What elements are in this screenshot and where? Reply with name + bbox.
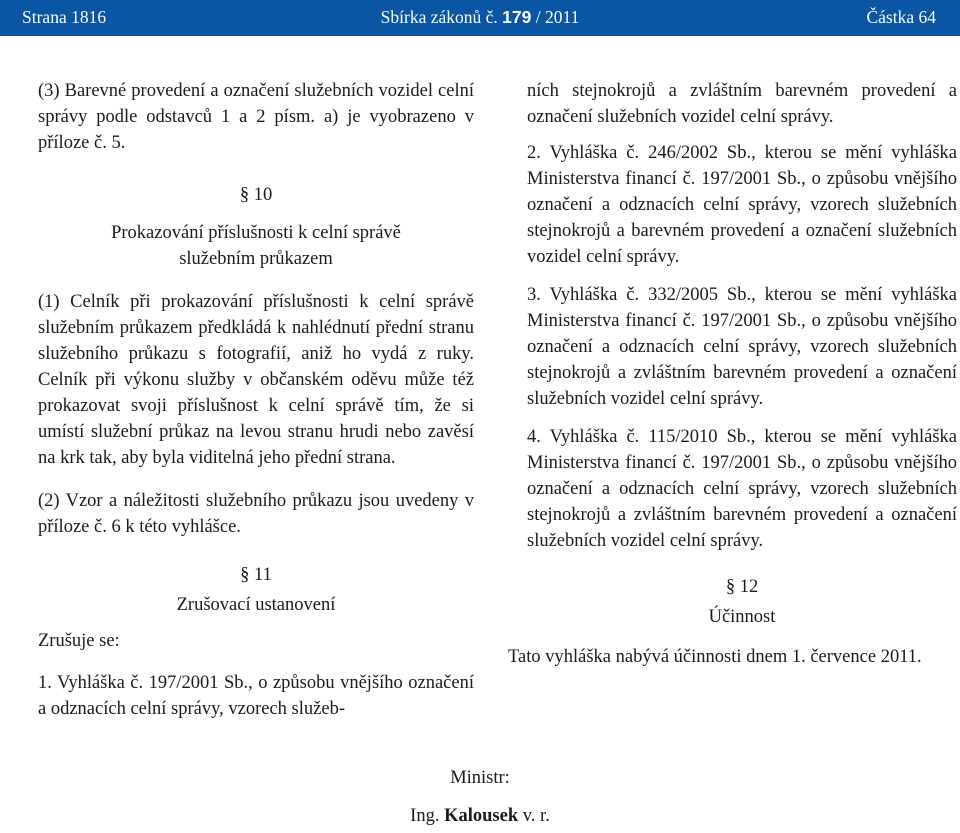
collection-reference [0, 7, 960, 28]
section-12-title: Účinnost [708, 607, 776, 627]
signature-role [0, 768, 960, 789]
section-10-title-line-1: Prokazování příslušnosti k celní správě [111, 223, 401, 243]
effective-date-paragraph: Tato vyhláška nabývá účinnosti dnem 1. července 2011. [508, 647, 922, 667]
paragraph-2: (2) Vzor a náležitosti služebního průkazu jsou uvedeny v příloze č. 6 k této vyhlášce. [38, 491, 474, 537]
paragraph-1: (1) Celník při prokazování příslušnosti k celní správě služebním průkazem předkládá k nahlédnutí přední stranu služebního průkazu s fotografií, aniž ho vydá z ruky. Celník při výkonu služby v občanském oděvu může též prokazovat svoji příslušnost k celní správě tím, že si umístí služební průkaz na levou stranu hrudi nebo zavěsí na krk tak, aby byla viditelná jeho přední strana. [38, 292, 474, 468]
law-number: 179 [502, 7, 532, 27]
signatory-title: Ing. [410, 806, 440, 826]
section-11-title: Zrušovací ustanovení [176, 595, 336, 615]
signature-suffix: v. r. [522, 806, 550, 826]
repeal-intro: Zrušuje se: [38, 631, 120, 651]
part-number: Částka 64 [866, 7, 936, 27]
section-11-number: § 11 [240, 565, 272, 585]
collection-prefix: Sbírka zákonů č. [380, 7, 498, 27]
right-column [508, 78, 957, 670]
section-10-title-line-2: služebním průkazem [179, 249, 333, 269]
repeal-item-1: 1. Vyhláška č. 197/2001 Sb., o způsobu vnějšího označení a odznacích celní správy, vzorech služeb- [38, 673, 474, 719]
repeal-item-2: 2. Vyhláška č. 246/2002 Sb., kterou se mění vyhláška Ministerstva financí č. 197/2001 Sb., o způsobu vnějšího označení a odznacích celní správy, vzorech služebních stejnokrojů a barevném provedení a označení služebních vozidel celní správy. [527, 143, 957, 267]
repeal-item-3: 3. Vyhláška č. 332/2005 Sb., kterou se mění vyhláška Ministerstva financí č. 197/2001 Sb., o způsobu vnějšího označení a odznacích celní správy, vzorech služebních stejnokrojů a zvláštním barevném provedení a označení služebních vozidel celní správy. [527, 285, 957, 409]
signature-name [0, 806, 960, 827]
page-number: Strana 1816 [22, 7, 107, 27]
section-10-number: § 10 [239, 185, 273, 205]
repeal-item-1-continued: ních stejnokrojů a zvláštním barevném provedení a označení služebních vozidel celní správy. [527, 81, 957, 127]
left-column [38, 78, 474, 722]
law-year: / 2011 [535, 7, 580, 27]
paragraph-3: (3) Barevné provedení a označení služebních vozidel celní správy podle odstavců 1 a 2 písm. a) je vyobrazeno v příloze č. 5. [38, 81, 474, 153]
minister-label: Ministr: [450, 768, 510, 788]
repeal-item-4: 4. Vyhláška č. 115/2010 Sb., kterou se mění vyhláška Ministerstva financí č. 197/2001 Sb., o způsobu vnějšího označení a odznacích celní správy, vzorech služebních stejnokrojů a zvláštním barevném provedení a označení služebních vozidel celní správy. [527, 427, 957, 551]
section-12-number: § 12 [725, 577, 759, 597]
page-header [0, 0, 960, 36]
signatory-surname: Kalousek [444, 806, 519, 826]
